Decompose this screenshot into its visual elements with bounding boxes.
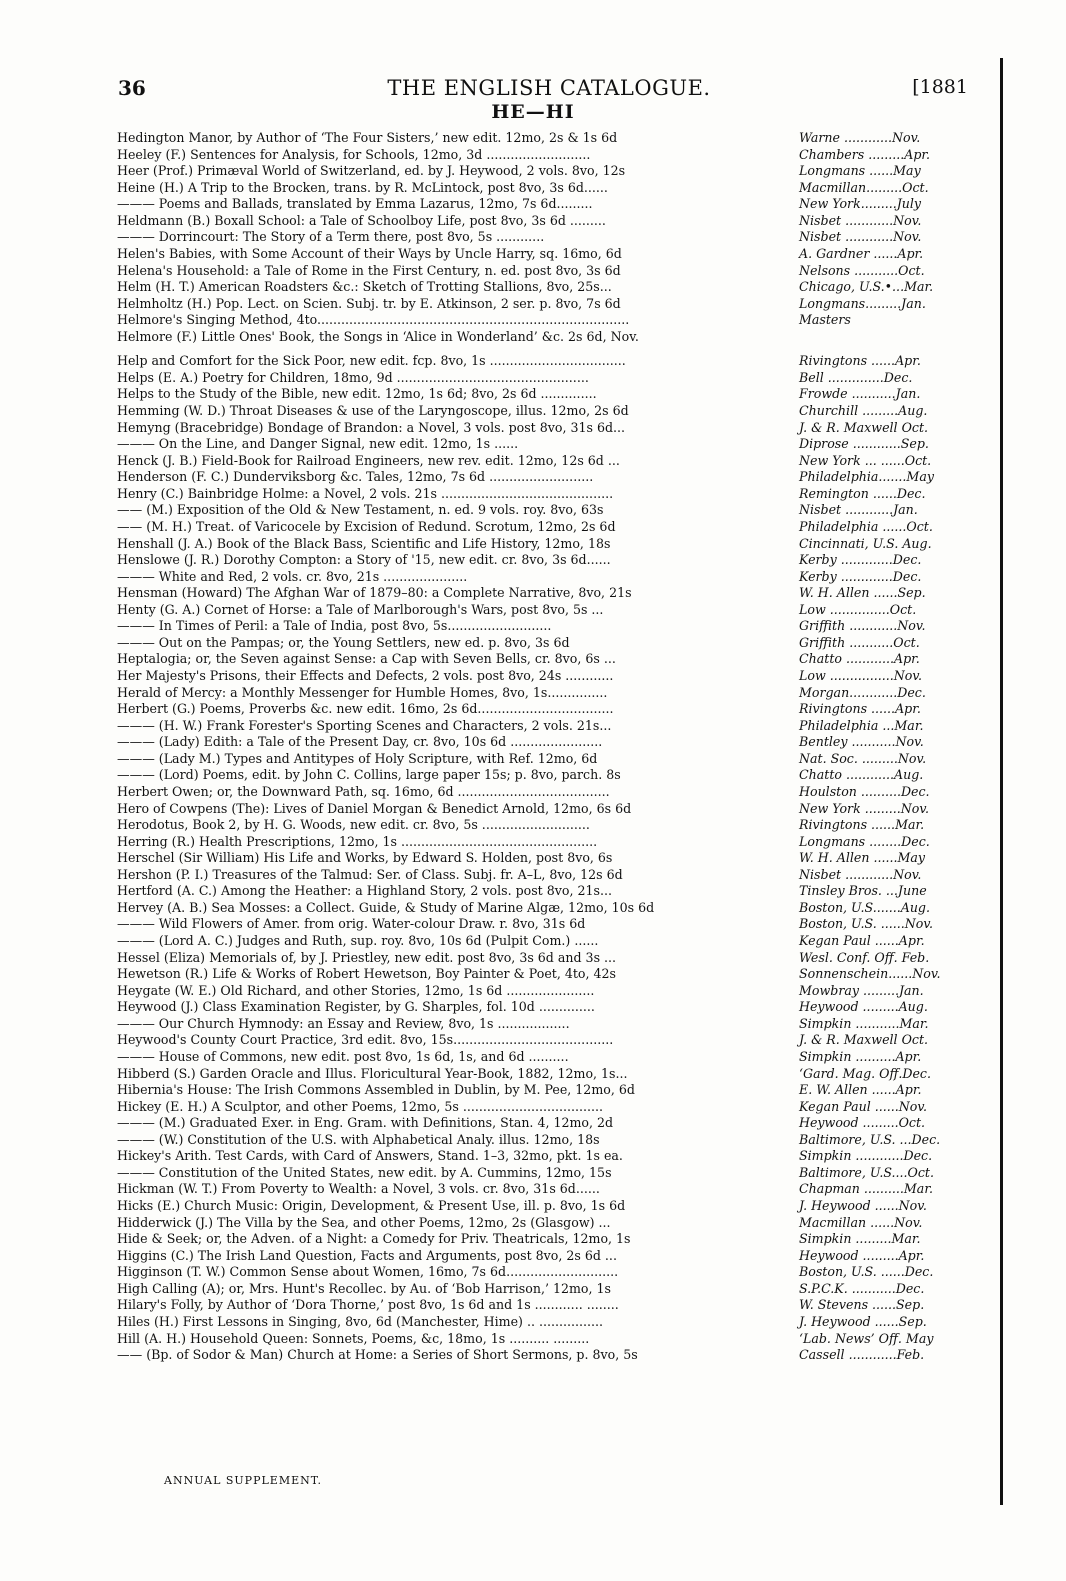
entry-title: Helm (H. T.) American Roadsters &c.: Sketch of Trotting Stallions, 8vo, 25s... bbox=[117, 279, 612, 295]
entry-publisher-date: W. H. Allen ......Sep. bbox=[799, 585, 926, 601]
entry-publisher-date: Rivingtons ......Apr. bbox=[799, 701, 921, 717]
entry-publisher-date: Chatto ............Aug. bbox=[799, 767, 924, 783]
entry-publisher-date: Kerby .............Dec. bbox=[799, 568, 922, 584]
entry-publisher-date: Macmillan.........Oct. bbox=[799, 179, 929, 195]
catalogue-entry bbox=[117, 1331, 983, 1348]
entry-title: High Calling (A); or, Mrs. Hunt's Recollec. by Au. of ‘Bob Harrison,’ 12mo, 1s bbox=[117, 1280, 611, 1296]
entry-publisher-date: Boston, U.S. ......Nov. bbox=[799, 916, 933, 932]
entry-publisher-date: Nelsons ...........Oct. bbox=[799, 262, 925, 278]
entry-title: Helmore (F.) Little Ones' Book, the Songs in ‘Alice in Wonderland’ &c. 2s 6d, Nov. bbox=[117, 328, 639, 344]
entry-title: Hickey's Arith. Test Cards, with Card of Answers, Stand. 1–3, 32mo, pkt. 1s ea. bbox=[117, 1148, 623, 1164]
entry-title: Higgins (C.) The Irish Land Question, Facts and Arguments, post 8vo, 2s 6d ... bbox=[117, 1247, 617, 1263]
entry-title: Hessel (Eliza) Memorials of, by J. Priestley, new edit. post 8vo, 3s 6d and 3s ... bbox=[117, 949, 617, 965]
catalogue-entry bbox=[117, 883, 983, 900]
catalogue-entry bbox=[117, 701, 983, 718]
catalogue-entry bbox=[117, 1016, 983, 1033]
catalogue-entry bbox=[117, 1314, 983, 1331]
catalogue-entry bbox=[117, 403, 983, 420]
entry-title: Heywood's County Court Practice, 3rd edit. 8vo, 15s........................................ bbox=[117, 1032, 614, 1048]
catalogue-entry bbox=[117, 1297, 983, 1314]
catalogue-entry bbox=[117, 850, 983, 867]
catalogue-entry bbox=[117, 651, 983, 668]
entry-title: ——— (Lord A. C.) Judges and Ruth, sup. roy. 8vo, 10s 6d (Pulpit Com.) ...... bbox=[117, 933, 599, 948]
entry-publisher-date: Philadelphia ......Oct. bbox=[799, 518, 933, 534]
catalogue-entry bbox=[117, 734, 983, 751]
catalogue-entry bbox=[117, 1049, 983, 1066]
entry-publisher-date: ‘Gard. Mag. Off.Dec. bbox=[799, 1065, 931, 1081]
entry-title: Henderson (F. C.) Dunderviksborg &c. Tales, 12mo, 7s 6d .......................... bbox=[117, 469, 594, 485]
catalogue-entry bbox=[117, 668, 983, 685]
entry-title: Hiles (H.) First Lessons in Singing, 8vo, 6d (Manchester, Hime) .. ................ bbox=[117, 1313, 604, 1329]
entry-title: ——— Dorrincourt: The Story of a Term there, post 8vo, 5s ............ bbox=[117, 229, 545, 245]
entry-publisher-date: J. Heywood ......Sep. bbox=[799, 1313, 927, 1329]
entry-title: Helen's Babies, with Some Account of their Ways by Uncle Harry, sq. 16mo, 6d bbox=[117, 245, 622, 261]
entry-title: Heer (Prof.) Primæval World of Switzerland, ed. by J. Heywood, 2 vols. 8vo, 12s bbox=[117, 163, 626, 179]
entry-publisher-date: New York.........July bbox=[799, 196, 922, 212]
entry-publisher-date: Wesl. Conf. Off. Feb. bbox=[799, 949, 930, 965]
entry-publisher-date: Longmans ........Dec. bbox=[799, 833, 930, 849]
entry-publisher-date: Philadelphia ...Mar. bbox=[799, 717, 924, 733]
catalogue-entry bbox=[117, 900, 983, 917]
catalogue-entry bbox=[117, 950, 983, 967]
catalogue-entry bbox=[117, 469, 983, 486]
entry-publisher-date: A. Gardner ......Apr. bbox=[799, 245, 924, 261]
catalogue-entry bbox=[117, 180, 983, 197]
entry-title: —— (M.) Exposition of the Old & New Testament, n. ed. 9 vols. roy. 8vo, 63s bbox=[117, 502, 604, 518]
catalogue-entry bbox=[117, 751, 983, 768]
entry-publisher-date: Griffith ...........Oct. bbox=[799, 634, 920, 650]
entry-publisher-date: Kerby .............Dec. bbox=[799, 552, 922, 568]
catalogue-entry bbox=[117, 966, 983, 983]
catalogue-entry bbox=[117, 801, 983, 818]
entry-publisher-date: Low ...............Oct. bbox=[799, 601, 917, 617]
entry-title: Higginson (T. W.) Common Sense about Women, 16mo, 7s 6d............................ bbox=[117, 1264, 619, 1280]
entry-title: —— (M. H.) Treat. of Varicocele by Excision of Redund. Scrotum, 12mo, 2s 6d bbox=[117, 518, 616, 534]
entry-publisher-date: W. H. Allen ......May bbox=[799, 850, 925, 866]
entry-title: Henshall (J. A.) Book of the Black Bass, Scientific and Life History, 12mo, 18s bbox=[117, 535, 611, 551]
entry-publisher-date: Diprose ............Sep. bbox=[799, 436, 929, 452]
running-title: THE ENGLISH CATALOGUE. bbox=[387, 76, 711, 100]
entry-title: Hewetson (R.) Life & Works of Robert Hewetson, Boy Painter & Poet, 4to, 42s bbox=[117, 966, 616, 982]
entry-publisher-date: Heywood .........Oct. bbox=[799, 1115, 926, 1131]
catalogue-entry bbox=[117, 263, 983, 280]
catalogue-entry bbox=[117, 296, 983, 313]
entry-title: Hedington Manor, by Author of ‘The Four Sisters,’ new edit. 12mo, 2s & 1s 6d bbox=[117, 130, 618, 145]
catalogue-entry bbox=[117, 602, 983, 619]
catalogue-entry bbox=[117, 519, 983, 536]
entry-publisher-date: Bell ..............Dec. bbox=[799, 369, 913, 385]
entry-publisher-date: Tinsley Bros. ...June bbox=[799, 883, 927, 899]
catalogue-entry bbox=[117, 1264, 983, 1281]
catalogue-entry bbox=[117, 933, 983, 950]
entry-publisher-date: Houlston ..........Dec. bbox=[799, 783, 930, 799]
catalogue-entry bbox=[117, 718, 983, 735]
entry-publisher-date: Mowbray .........Jan. bbox=[799, 982, 924, 998]
entry-title: Helena's Household: a Tale of Rome in the First Century, n. ed. post 8vo, 3s 6d bbox=[117, 262, 621, 278]
entry-publisher-date: Rivingtons ......Apr. bbox=[799, 353, 921, 369]
catalogue-entry bbox=[117, 1281, 983, 1298]
entry-publisher-date: Simpkin .........Mar. bbox=[799, 1231, 921, 1247]
entry-title: Hibberd (S.) Garden Oracle and Illus. Floricultural Year-Book, 1882, 12mo, 1s... bbox=[117, 1065, 628, 1081]
page-header bbox=[118, 76, 980, 98]
entry-publisher-date: Churchill .........Aug. bbox=[799, 403, 928, 418]
entry-title: Henslowe (J. R.) Dorothy Compton: a Story of '15, new edit. cr. 8vo, 3s 6d...... bbox=[117, 552, 611, 568]
entry-publisher-date: Kegan Paul ......Nov. bbox=[799, 1098, 928, 1114]
entry-title: ——— Constitution of the United States, new edit. by A. Cummins, 12mo, 15s bbox=[117, 1164, 612, 1180]
entry-publisher-date: Simpkin ...........Mar. bbox=[799, 1015, 929, 1031]
catalogue-entry bbox=[117, 1099, 983, 1116]
catalogue-entry bbox=[117, 1248, 983, 1265]
entry-title: Herbert Owen; or, the Downward Path, sq. 16mo, 6d ...................................... bbox=[117, 783, 610, 799]
entry-title: Her Majesty's Prisons, their Effects and Defects, 2 vols. post 8vo, 24s ............ bbox=[117, 668, 614, 683]
year-label: [1881 bbox=[912, 76, 968, 98]
entry-publisher-date: Masters bbox=[799, 312, 851, 328]
entry-title: ——— (M.) Graduated Exer. in Eng. Gram. with Definitions, Stan. 4, 12mo, 2d bbox=[117, 1115, 614, 1131]
entry-publisher-date: Heywood .........Apr. bbox=[799, 1247, 925, 1263]
entry-publisher-date: Low ................Nov. bbox=[799, 668, 923, 683]
entry-publisher-date: Frowde ...........Jan. bbox=[799, 386, 921, 402]
entry-title: ——— Out on the Pampas; or, the Young Settlers, new ed. p. 8vo, 3s 6d bbox=[117, 634, 570, 650]
catalogue-entry bbox=[117, 1032, 983, 1049]
entry-publisher-date: Boston, U.S.......Aug. bbox=[799, 899, 930, 915]
catalogue-entry bbox=[117, 370, 983, 387]
entry-title: Helps (E. A.) Poetry for Children, 18mo, 9d ................................................ bbox=[117, 369, 589, 385]
catalogue-entry bbox=[117, 420, 983, 437]
catalogue-entry bbox=[117, 279, 983, 296]
entry-publisher-date: Bentley ...........Nov. bbox=[799, 734, 924, 750]
entry-title: ——— Our Church Hymnody: an Essay and Review, 8vo, 1s .................. bbox=[117, 1015, 570, 1031]
entry-title: Herald of Mercy: a Monthly Messenger for Humble Homes, 8vo, 1s............... bbox=[117, 684, 608, 700]
catalogue-entry bbox=[117, 1198, 983, 1215]
entry-title: Hemyng (Bracebridge) Bondage of Brandon: a Novel, 3 vols. post 8vo, 31s 6d... bbox=[117, 419, 626, 435]
catalogue-entry bbox=[117, 784, 983, 801]
entry-publisher-date: Kegan Paul ......Apr. bbox=[799, 933, 925, 948]
catalogue-entry bbox=[117, 312, 983, 329]
entry-title: Heygate (W. E.) Old Richard, and other Stories, 12mo, 1s 6d ...................... bbox=[117, 982, 595, 998]
catalogue-entry bbox=[117, 453, 983, 470]
catalogue-entry bbox=[117, 486, 983, 503]
catalogue-entry bbox=[117, 1215, 983, 1232]
catalogue-entries bbox=[117, 130, 983, 1364]
entry-title: Helps to the Study of the Bible, new edit. 12mo, 1s 6d; 8vo, 2s 6d .............. bbox=[117, 386, 597, 402]
page-number: 36 bbox=[118, 76, 146, 100]
catalogue-entry bbox=[117, 353, 983, 370]
entry-publisher-date: J. & R. Maxwell Oct. bbox=[799, 419, 929, 435]
catalogue-entry bbox=[117, 329, 983, 346]
entry-title: Hidderwick (J.) The Villa by the Sea, and other Poems, 12mo, 2s (Glasgow) ... bbox=[117, 1214, 611, 1230]
entry-title: ——— White and Red, 2 vols. cr. 8vo, 21s ..................... bbox=[117, 568, 468, 584]
entry-title: ——— (W.) Constitution of the U.S. with Alphabetical Analy. illus. 12mo, 18s bbox=[117, 1131, 600, 1147]
entry-title: ——— (Lady) Edith: a Tale of the Present Day, cr. 8vo, 10s 6d ....................... bbox=[117, 734, 603, 750]
entry-title: Heine (H.) A Trip to the Brocken, trans. by R. McLintock, post 8vo, 3s 6d...... bbox=[117, 179, 608, 195]
entry-publisher-date: S.P.C.K. ...........Dec. bbox=[799, 1280, 925, 1296]
entry-publisher-date: Boston, U.S. ......Dec. bbox=[799, 1264, 934, 1280]
entry-publisher-date: Heywood .........Aug. bbox=[799, 999, 928, 1015]
entry-title: ——— (Lord) Poems, edit. by John C. Collins, large paper 15s; p. 8vo, parch. 8s bbox=[117, 767, 621, 783]
entry-title: Helmholtz (H.) Pop. Lect. on Scien. Subj. tr. by E. Atkinson, 2 ser. p. 8vo, 7s 6d bbox=[117, 295, 621, 311]
entry-title: Hervey (A. B.) Sea Mosses: a Collect. Guide, & Study of Marine Algæ, 12mo, 10s 6d bbox=[117, 899, 655, 915]
entry-title: Help and Comfort for the Sick Poor, new edit. fcp. 8vo, 1s .................................. bbox=[117, 353, 626, 369]
entry-title: Hicks (E.) Church Music: Origin, Development, & Present Use, ill. p. 8vo, 1s 6d bbox=[117, 1198, 626, 1213]
entry-publisher-date: E. W. Allen ......Apr. bbox=[799, 1082, 922, 1098]
catalogue-entry bbox=[117, 1231, 983, 1248]
entry-title: ——— Poems and Ballads, translated by Emma Lazarus, 12mo, 7s 6d......... bbox=[117, 196, 593, 212]
entry-title: Heptalogia; or, the Seven against Sense: a Cap with Seven Bells, cr. 8vo, 6s ... bbox=[117, 651, 616, 667]
entry-publisher-date: Griffith ............Nov. bbox=[799, 618, 926, 634]
entry-title: ——— House of Commons, new edit. post 8vo, 1s 6d, 1s, and 6d .......... bbox=[117, 1048, 569, 1064]
entry-publisher-date: Nisbet ............Nov. bbox=[799, 212, 922, 228]
entry-title: Heeley (F.) Sentences for Analysis, for Schools, 12mo, 3d .......................... bbox=[117, 146, 591, 162]
catalogue-entry bbox=[117, 867, 983, 884]
entry-title: Heldmann (B.) Boxall School: a Tale of Schoolboy Life, post 8vo, 3s 6d ......... bbox=[117, 212, 606, 228]
catalogue-entry bbox=[117, 834, 983, 851]
catalogue-entry bbox=[117, 916, 983, 933]
entry-title: Hero of Cowpens (The): Lives of Daniel Morgan & Benedict Arnold, 12mo, 6s 6d bbox=[117, 800, 632, 816]
entry-publisher-date: Simpkin ..........Apr. bbox=[799, 1048, 922, 1064]
entry-publisher-date: Macmillan ......Nov. bbox=[799, 1214, 923, 1230]
entry-publisher-date: Chambers .........Apr. bbox=[799, 146, 931, 162]
entry-title: Hertford (A. C.) Among the Heather: a Highland Story, 2 vols. post 8vo, 21s... bbox=[117, 883, 612, 899]
entry-title: Herschel (Sir William) His Life and Works, by Edward S. Holden, post 8vo, 6s bbox=[117, 850, 613, 866]
catalogue-entry bbox=[117, 436, 983, 453]
entry-publisher-date: Warne ............Nov. bbox=[799, 130, 921, 145]
entry-publisher-date: Remington ......Dec. bbox=[799, 485, 926, 501]
catalogue-entry bbox=[117, 130, 983, 147]
catalogue-entry bbox=[117, 213, 983, 230]
catalogue-entry bbox=[117, 1115, 983, 1132]
entry-publisher-date: Chicago, U.S.•...Mar. bbox=[799, 279, 934, 295]
entry-publisher-date: Rivingtons ......Mar. bbox=[799, 817, 925, 833]
catalogue-entry bbox=[117, 246, 983, 263]
entry-title: Hibernia's House: The Irish Commons Assembled in Dublin, by M. Pee, 12mo, 6d bbox=[117, 1082, 635, 1098]
entry-publisher-date: ‘Lab. News’ Off. May bbox=[799, 1330, 934, 1346]
entry-publisher-date: Nisbet ............Jan. bbox=[799, 502, 918, 518]
catalogue-entry bbox=[117, 1165, 983, 1182]
entry-title: Hide & Seek; or, the Adven. of a Night: a Comedy for Priv. Theatricals, 12mo, 1s bbox=[117, 1231, 631, 1247]
entry-publisher-date: Simpkin ............Dec. bbox=[799, 1148, 933, 1164]
entry-publisher-date: Chapman ..........Mar. bbox=[799, 1181, 933, 1197]
entry-title: Hemming (W. D.) Throat Diseases & use of the Laryngoscope, illus. 12mo, 2s 6d bbox=[117, 403, 629, 418]
entry-title: Herbert (G.) Poems, Proverbs &c. new edit. 16mo, 2s 6d.................................. bbox=[117, 701, 614, 717]
entry-title: Herodotus, Book 2, by H. G. Woods, new edit. cr. 8vo, 5s ........................... bbox=[117, 817, 590, 833]
entry-publisher-date: Sonnenschein......Nov. bbox=[799, 966, 941, 982]
catalogue-entry bbox=[117, 229, 983, 246]
catalogue-entry bbox=[117, 386, 983, 403]
entry-title: Hickey (E. H.) A Sculptor, and other Poems, 12mo, 5s ................................... bbox=[117, 1098, 604, 1114]
entry-title: Herring (R.) Health Prescriptions, 12mo, 1s ................................................. bbox=[117, 833, 598, 849]
catalogue-entry bbox=[117, 163, 983, 180]
section-heading: HE—HI bbox=[491, 101, 575, 123]
catalogue-entry bbox=[117, 1181, 983, 1198]
catalogue-entry bbox=[117, 196, 983, 213]
entry-title: —— (Bp. of Sodor & Man) Church at Home: a Series of Short Sermons, p. 8vo, 5s bbox=[117, 1347, 638, 1363]
entry-title: Hershon (P. I.) Treasures of the Talmud: Ser. of Class. Subj. fr. A–L, 8vo, 12s 6d bbox=[117, 866, 623, 882]
catalogue-entry bbox=[117, 817, 983, 834]
entry-publisher-date: Baltimore, U.S....Oct. bbox=[799, 1164, 934, 1180]
entry-title: Hensman (Howard) The Afghan War of 1879–80: a Complete Narrative, 8vo, 21s bbox=[117, 585, 632, 601]
catalogue-entry bbox=[117, 983, 983, 1000]
entry-publisher-date: Nat. Soc. .........Nov. bbox=[799, 750, 927, 766]
catalogue-entry bbox=[117, 999, 983, 1016]
entry-title: ——— In Times of Peril: a Tale of India, post 8vo, 5s.......................... bbox=[117, 618, 552, 634]
entry-publisher-date: Cassell ............Feb. bbox=[799, 1347, 925, 1363]
catalogue-entry bbox=[117, 685, 983, 702]
catalogue-entry bbox=[117, 147, 983, 164]
entry-title: Helmore's Singing Method, 4to.............................................................................. bbox=[117, 312, 630, 328]
catalogue-entry bbox=[117, 1082, 983, 1099]
entry-publisher-date: Cincinnati, U.S. Aug. bbox=[799, 535, 932, 551]
entry-title: Hickman (W. T.) From Poverty to Wealth: a Novel, 3 vols. cr. 8vo, 31s 6d...... bbox=[117, 1181, 600, 1197]
entry-title: Hill (A. H.) Household Queen: Sonnets, Poems, &c, 18mo, 1s .......... ......... bbox=[117, 1330, 590, 1346]
entry-title: ——— Wild Flowers of Amer. from orig. Water-colour Draw. r. 8vo, 31s 6d bbox=[117, 916, 586, 932]
right-margin-rule bbox=[1000, 58, 1003, 1505]
entry-publisher-date: J. & R. Maxwell Oct. bbox=[799, 1032, 929, 1048]
catalogue-entry bbox=[117, 585, 983, 602]
catalogue-entry bbox=[117, 618, 983, 635]
entry-publisher-date: Baltimore, U.S. ...Dec. bbox=[799, 1131, 941, 1147]
entry-title: Henty (G. A.) Cornet of Horse: a Tale of Marlborough's Wars, post 8vo, 5s ... bbox=[117, 601, 604, 617]
catalogue-entry bbox=[117, 552, 983, 569]
catalogue-entry bbox=[117, 1132, 983, 1149]
catalogue-entry bbox=[117, 767, 983, 784]
entry-publisher-date: Longmans ......May bbox=[799, 163, 921, 179]
entry-title: Henck (J. B.) Field-Book for Railroad Engineers, new rev. edit. 12mo, 12s 6d ... bbox=[117, 452, 620, 468]
catalogue-entry bbox=[117, 502, 983, 519]
entry-publisher-date: Longmans.........Jan. bbox=[799, 295, 926, 311]
entry-publisher-date: W. Stevens ......Sep. bbox=[799, 1297, 925, 1313]
catalogue-entry bbox=[117, 1148, 983, 1165]
entry-publisher-date: Morgan............Dec. bbox=[799, 684, 926, 700]
catalogue-entry bbox=[117, 569, 983, 586]
catalogue-entry bbox=[117, 1066, 983, 1083]
catalogue-entry bbox=[117, 1347, 983, 1364]
entry-title: Henry (C.) Bainbridge Holme: a Novel, 2 vols. 21s ........................................... bbox=[117, 485, 614, 501]
entry-publisher-date: Philadelphia.......May bbox=[799, 469, 934, 485]
catalogue-entry bbox=[117, 536, 983, 553]
entry-title: ——— (Lady M.) Types and Antitypes of Holy Scripture, with Ref. 12mo, 6d bbox=[117, 750, 598, 766]
entry-publisher-date: New York ... ......Oct. bbox=[799, 452, 932, 468]
entry-publisher-date: Chatto ............Apr. bbox=[799, 651, 920, 667]
entry-publisher-date: New York .........Nov. bbox=[799, 800, 929, 816]
entry-title: Heywood (J.) Class Examination Register, by G. Sharples, fol. 10d .............. bbox=[117, 999, 595, 1015]
entry-title: ——— On the Line, and Danger Signal, new edit. 12mo, 1s ...... bbox=[117, 436, 519, 452]
entry-publisher-date: Nisbet ............Nov. bbox=[799, 866, 922, 882]
footer-note: ANNUAL SUPPLEMENT. bbox=[164, 1474, 322, 1487]
catalogue-entry bbox=[117, 635, 983, 652]
entry-title: Hilary's Folly, by Author of ‘Dora Thorne,’ post 8vo, 1s 6d and 1s ............ ........ bbox=[117, 1297, 619, 1313]
entry-publisher-date: J. Heywood ......Nov. bbox=[799, 1198, 927, 1213]
entry-publisher-date: Nisbet ............Nov. bbox=[799, 229, 922, 245]
entry-title: ——— (H. W.) Frank Forester's Sporting Scenes and Characters, 2 vols. 21s... bbox=[117, 717, 612, 733]
